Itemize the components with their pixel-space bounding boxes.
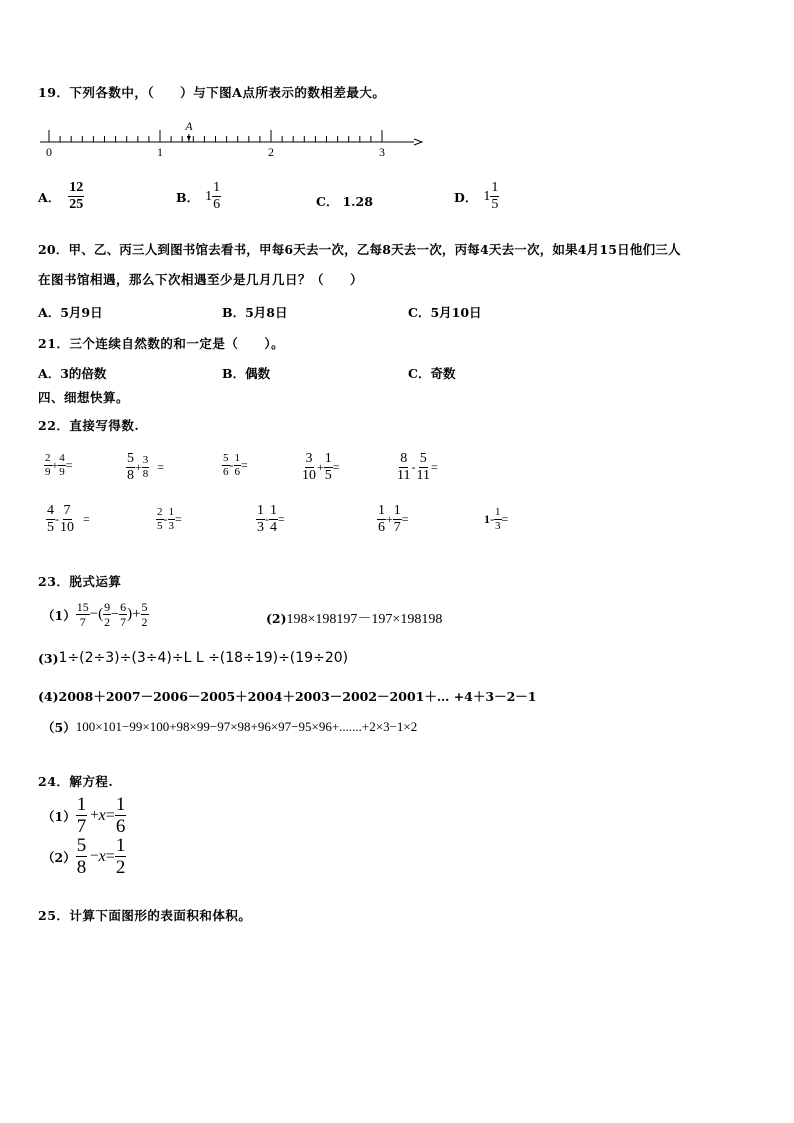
fraction: $\frac{2}{5}$ bbox=[157, 506, 163, 532]
q22-item-6: $\frac{4}{5}$ - $\frac{7}{10}$ = bbox=[47, 503, 90, 535]
number-line-arrow bbox=[414, 139, 422, 145]
q20-option-c[interactable]: C．5月10日 bbox=[408, 305, 482, 320]
fraction: $\frac{1}{2}$ bbox=[115, 835, 126, 878]
q22-item-9: $\frac{1}{6}$ + $\frac{1}{7}$ = bbox=[378, 503, 409, 535]
q22-item-3: $\frac{5}{6}$ - $\frac{1}{6}$ = bbox=[223, 452, 248, 478]
fraction: $\frac{1}{6}$ bbox=[234, 452, 240, 478]
section-heading: 四、细想快算。 bbox=[38, 390, 130, 405]
fraction: $\frac{4}{5}$ bbox=[47, 503, 54, 535]
number-line-label: 3 bbox=[379, 145, 385, 159]
q22-item-7: $\frac{2}{5}$ - $\frac{1}{3}$ = bbox=[157, 506, 182, 532]
q24-title: 24．解方程. bbox=[38, 774, 114, 789]
fraction: $\frac{1}{7}$ bbox=[393, 503, 401, 535]
fraction: $\frac{5}{8}$ bbox=[127, 451, 134, 483]
q23-part-2: (2) 198×198197－197×198198 bbox=[266, 610, 443, 627]
fraction: $\frac{1}{5}$ bbox=[324, 451, 332, 483]
fraction: $\frac{1}{6}$ bbox=[378, 503, 385, 535]
q19-option-b[interactable]: B． 1 $\frac{1}{6}$ bbox=[176, 180, 221, 212]
q23-title: 23．脱式运算 bbox=[38, 574, 122, 589]
q21-text: 21．三个连续自然数的和一定是（ ）。 bbox=[38, 336, 285, 351]
fraction: $\frac{7}{10}$ bbox=[60, 503, 74, 535]
fraction: $\frac{3}{8}$ bbox=[142, 454, 149, 480]
fraction: $\frac{3}{10}$ bbox=[302, 451, 316, 483]
fraction: $\frac{9}{2}$ bbox=[104, 600, 111, 629]
fraction: $\frac{5}{2}$ bbox=[141, 600, 148, 629]
fraction: $\frac{1}{5}$ bbox=[491, 180, 499, 212]
q21-option-c[interactable]: C．奇数 bbox=[408, 366, 456, 381]
q22-item-2: $\frac{5}{8}$ + $\frac{3}{8}$ = bbox=[127, 451, 165, 483]
fraction: $\frac{1}{6}$ bbox=[115, 794, 126, 837]
q22-item-4: $\frac{3}{10}$ + $\frac{1}{5}$ = bbox=[302, 451, 340, 483]
fraction: $\frac{12}{25}$ bbox=[69, 180, 84, 212]
number-line-label: 0 bbox=[46, 145, 52, 159]
q19-text: 19．下列各数中，（ ）与下图A点所表示的数相差最大。 bbox=[38, 85, 386, 100]
point-a-label: A bbox=[185, 119, 193, 133]
fraction: $\frac{8}{11}$ bbox=[397, 451, 411, 483]
fraction: $\frac{1}{3}$ bbox=[168, 506, 174, 532]
q23-part-1: （1） $\frac{15}{7}$ −( $\frac{9}{2}$ − $\frac{6}{7}$ )+ $\frac{5}{2}$ bbox=[42, 600, 148, 629]
q21-option-b[interactable]: B．偶数 bbox=[222, 366, 271, 381]
q20-option-a[interactable]: A．5月9日 bbox=[38, 305, 103, 320]
q22-title: 22．直接写得数. bbox=[38, 418, 140, 433]
number-line-label: 2 bbox=[268, 145, 274, 159]
fraction: $\frac{15}{7}$ bbox=[76, 600, 89, 629]
q19-option-d[interactable]: D． 1 $\frac{1}{5}$ bbox=[454, 180, 499, 212]
q20-option-b[interactable]: B．5月8日 bbox=[222, 305, 288, 320]
q24-equation-1: （1） $\frac{1}{7}$ + x = $\frac{1}{6}$ bbox=[42, 794, 126, 837]
fraction: $\frac{5}{8}$ bbox=[76, 835, 87, 878]
q19-option-c[interactable]: C． 1.28 bbox=[316, 193, 373, 209]
fraction: $\frac{2}{9}$ bbox=[45, 452, 51, 478]
fraction: $\frac{1}{3}$ bbox=[495, 506, 501, 532]
q20-line2: 在图书馆相遇，那么下次相遇至少是几月几日？（ ） bbox=[38, 272, 364, 287]
q19-option-a[interactable]: A． $\frac{12}{25}$ bbox=[38, 180, 84, 212]
fraction: $\frac{5}{6}$ bbox=[223, 452, 229, 478]
number-line bbox=[36, 114, 426, 160]
fraction: $\frac{6}{7}$ bbox=[120, 600, 127, 629]
q20-line1: 20．甲、乙、丙三人到图书馆去看书，甲每6天去一次，乙每8天去一次，丙每4天去一次，如果4月15日他们三人 bbox=[38, 242, 681, 257]
fraction: $\frac{1}{6}$ bbox=[213, 180, 221, 212]
q22-item-10: 1 - $\frac{1}{3}$ = bbox=[484, 506, 509, 532]
q23-part-5: （5） 100×101−99×100+98×99−97×98+96×97−95×96+.......+2×3−1×2 bbox=[42, 719, 418, 735]
q25-title: 25．计算下面图形的表面积和体积。 bbox=[38, 908, 252, 923]
fraction: $\frac{4}{9}$ bbox=[59, 452, 65, 478]
q23-part-4: (4)2008＋2007－2006－2005＋2004＋2003－2002－2001＋… +4＋3－2－1 bbox=[38, 689, 537, 704]
fraction: $\frac{1}{4}$ bbox=[270, 503, 277, 535]
q22-item-1: $\frac{2}{9}$ + $\frac{4}{9}$ = bbox=[45, 452, 73, 478]
q24-equation-2: （2） $\frac{5}{8}$ − x = $\frac{1}{2}$ bbox=[42, 835, 126, 878]
q22-item-5: $\frac{8}{11}$ - $\frac{5}{11}$ = bbox=[397, 451, 438, 483]
point-a-arrow bbox=[187, 136, 191, 141]
q22-item-8: $\frac{1}{3}$ - $\frac{1}{4}$ = bbox=[257, 503, 285, 535]
q23-part-3: (3) 1÷(2÷3)÷(3÷4)÷L L ÷(18÷19)÷(19÷20) bbox=[38, 650, 349, 666]
number-line-label: 1 bbox=[157, 145, 163, 159]
fraction: $\frac{1}{7}$ bbox=[76, 794, 87, 837]
fraction: $\frac{5}{11}$ bbox=[416, 451, 430, 483]
fraction: $\frac{1}{3}$ bbox=[257, 503, 264, 535]
q21-option-a[interactable]: A．3的倍数 bbox=[38, 366, 107, 381]
